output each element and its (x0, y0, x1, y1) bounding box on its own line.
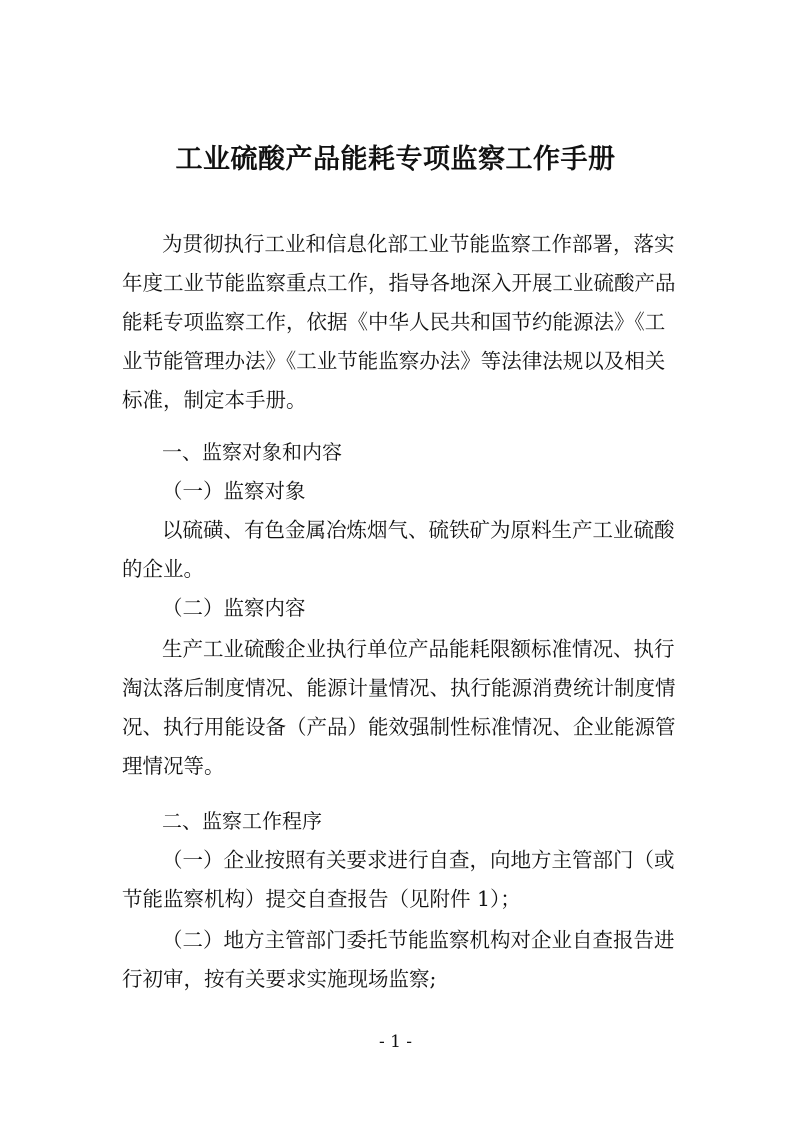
intro-line: 标准，制定本手册。 (122, 388, 307, 412)
procedure-item-line: （一）企业按照有关要求进行自查，向地方主管部门（或 (162, 848, 675, 872)
section-2-heading: 二、监察工作程序 (162, 809, 322, 833)
subsection-1-heading: （一）监察对象 (162, 479, 306, 503)
intro-line: 业节能管理办法》《工业节能监察办法》等法律法规以及相关 (122, 349, 666, 373)
procedure-item-line: （二）地方主管部门委托节能监察机构对企业自查报告进 (162, 928, 675, 952)
section-1-heading: 一、监察对象和内容 (162, 440, 342, 464)
intro-line: 年度工业节能监察重点工作，指导各地深入开展工业硫酸产品 (122, 271, 676, 295)
page-number: - 1 - (378, 1032, 413, 1052)
subsection-2-line: 况、执行用能设备（产品）能效强制性标准情况、企业能源管 (122, 715, 676, 739)
subsection-2-heading: （二）监察内容 (162, 596, 306, 620)
procedure-item-line: 节能监察机构）提交自查报告（见附件 1）； (122, 887, 521, 911)
intro-line: 能耗专项监察工作，依据《中华人民共和国节约能源法》《工 (122, 310, 666, 334)
document-title: 工业硫酸产品能耗专项监察工作手册 (175, 144, 616, 175)
subsection-2-line: 淘汰落后制度情况、能源计量情况、执行能源消费统计制度情 (122, 676, 676, 700)
procedure-item-line: 行初审，按有关要求实施现场监察; (122, 967, 437, 991)
subsection-1-line: 以硫磺、有色金属冶炼烟气、硫铁矿为原料生产工业硫酸 (162, 518, 675, 542)
subsection-1-line: 的企业。 (122, 557, 204, 581)
subsection-2-line: 理情况等。 (122, 754, 225, 778)
subsection-2-line: 生产工业硫酸企业执行单位产品能耗限额标准情况、执行 (162, 637, 675, 661)
intro-line: 为贯彻执行工业和信息化部工业节能监察工作部署，落实 (162, 232, 675, 256)
